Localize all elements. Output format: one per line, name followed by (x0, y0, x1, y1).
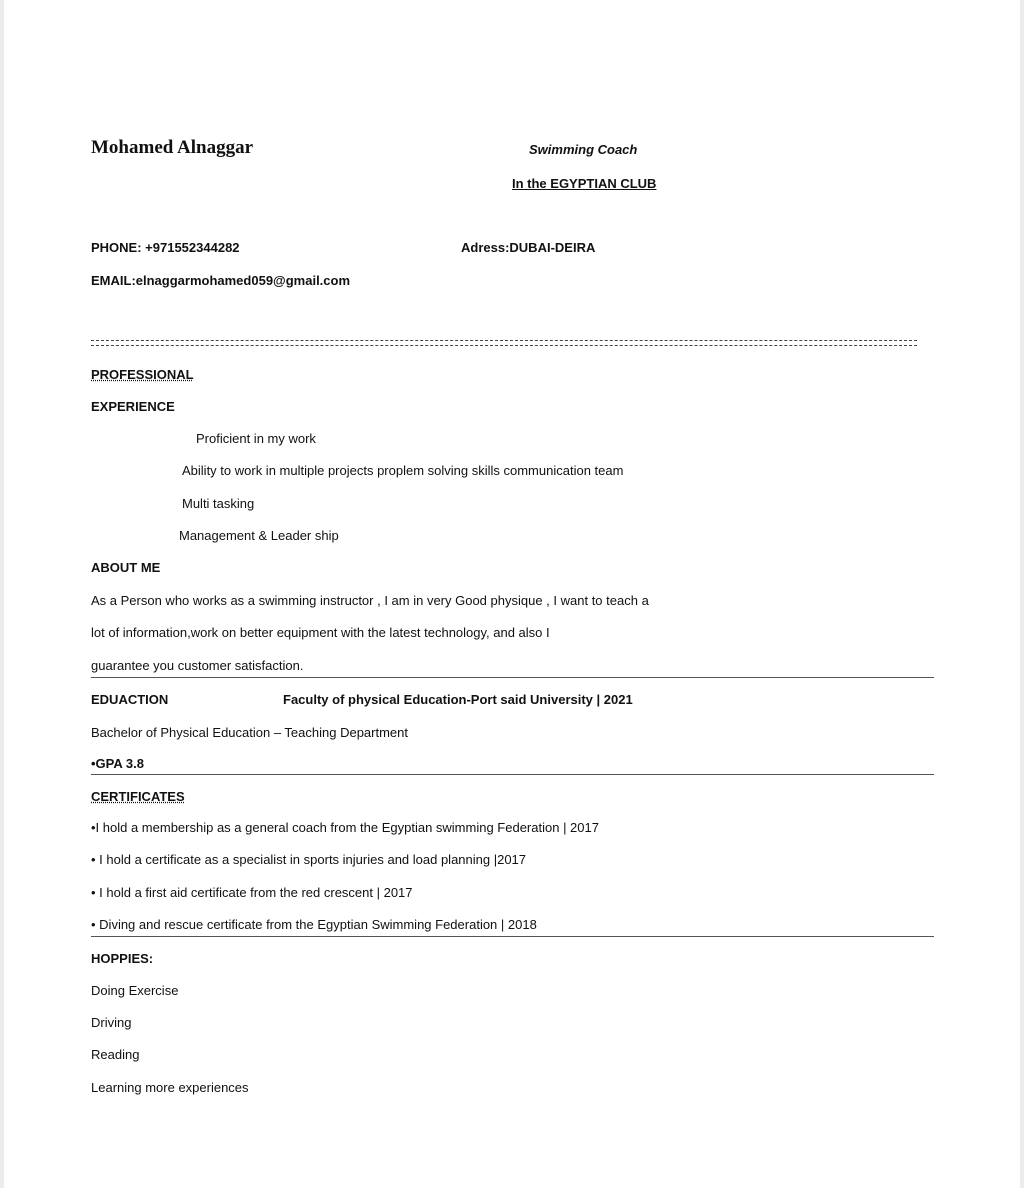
education-degree: Bachelor of Physical Education – Teaching Department (91, 725, 409, 740)
address: Adress:DUBAI-DEIRA (461, 240, 596, 255)
hobby-item: Doing Exercise (91, 983, 179, 998)
section-divider (91, 774, 934, 775)
certificate-item: •I hold a membership as a general coach from the Egyptian swimming Federation | 2017 (91, 820, 599, 835)
education-school: Faculty of physical Education-Port said University | 2021 (283, 692, 633, 707)
hobby-item: Reading (91, 1047, 140, 1062)
hobbies-heading: HOPPIES: (91, 951, 154, 966)
about-line: As a Person who works as a swimming instructor , I am in very Good physique , I want to teach a (91, 593, 649, 608)
certificate-item: • I hold a first aid certificate from the red crescent | 2017 (91, 885, 413, 900)
experience-item: Management & Leader ship (179, 528, 339, 543)
candidate-name: Mohamed Alnaggar (91, 137, 254, 158)
experience-item: Proficient in my work (196, 431, 316, 446)
experience-heading-line1: PROFESSIONAL (91, 367, 194, 382)
hobby-item: Driving (91, 1015, 132, 1030)
about-line: lot of information,work on better equipment with the latest technology, and also I (91, 625, 550, 640)
club-name: In the EGYPTIAN CLUB (512, 176, 657, 191)
education-heading: EDUACTION (91, 692, 169, 707)
education-gpa: •GPA 3.8 (91, 756, 144, 771)
experience-item: Ability to work in multiple projects proplem solving skills communication team (182, 463, 624, 478)
experience-item: Multi tasking (182, 496, 255, 511)
job-title: Swimming Coach (529, 142, 638, 157)
email: EMAIL:elnaggarmohamed059@gmail.com (91, 273, 351, 288)
section-divider (91, 936, 934, 937)
phone: PHONE: +971552344282 (91, 240, 240, 255)
about-heading: ABOUT ME (91, 560, 161, 575)
certificate-item: • Diving and rescue certificate from the Egyptian Swimming Federation | 2018 (91, 917, 537, 932)
header-separator (91, 340, 917, 346)
section-divider (91, 677, 934, 678)
experience-heading-line2: EXPERIENCE (91, 399, 175, 414)
certificates-heading: CERTIFICATES (91, 789, 185, 804)
resume-page (4, 0, 1020, 1188)
hobby-item: Learning more experiences (91, 1080, 249, 1095)
certificate-item: • I hold a certificate as a specialist in sports injuries and load planning |2017 (91, 852, 527, 867)
about-line: guarantee you customer satisfaction. (91, 658, 304, 673)
